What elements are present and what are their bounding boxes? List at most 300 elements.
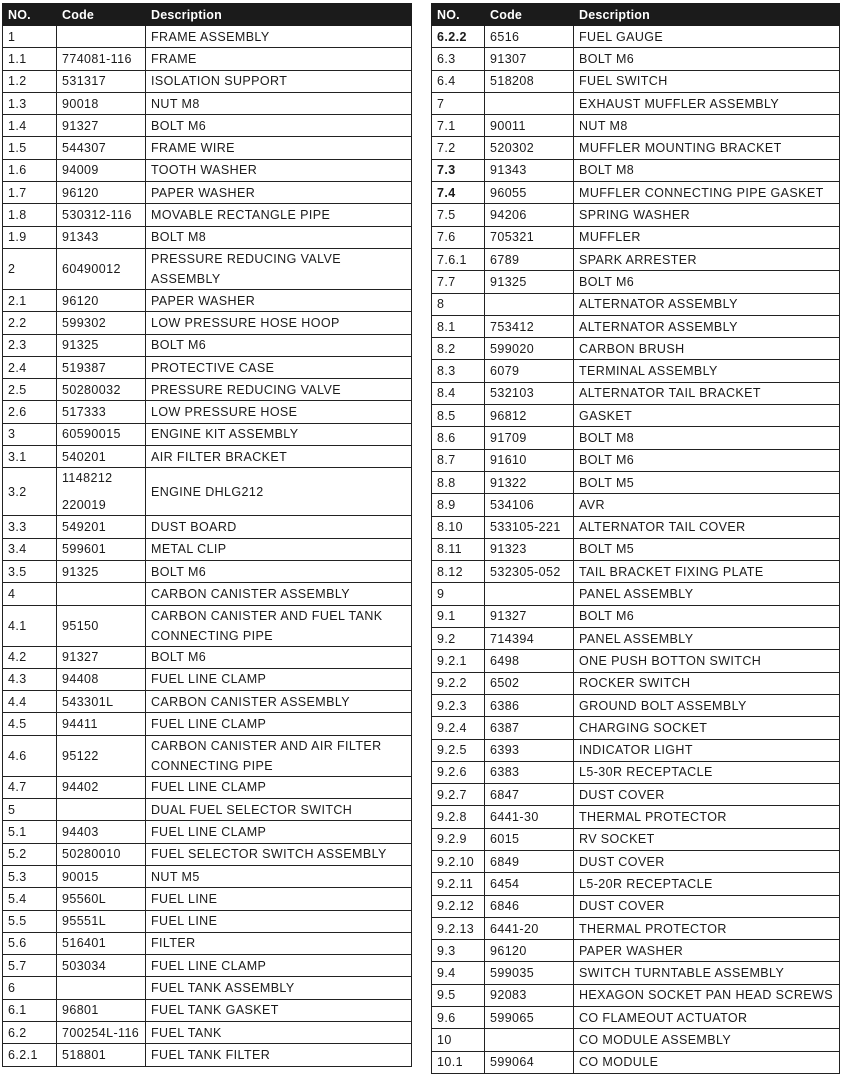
table-row — [432, 828, 840, 850]
cell-no: 7.1 — [432, 115, 485, 137]
cell-code: 94408 — [57, 668, 146, 690]
cell-description — [146, 26, 412, 48]
cell-description — [574, 382, 840, 404]
cell-description — [574, 338, 840, 360]
cell-description-line: CHARGING SOCKET — [579, 720, 708, 735]
cell-code: 599020 — [485, 338, 574, 360]
cell-description-line: GROUND BOLT ASSEMBLY — [579, 698, 747, 713]
cell-code: 503034 — [57, 955, 146, 977]
cell-description-line: MOVABLE RECTANGLE PIPE — [151, 208, 331, 223]
cell-description-line: DUST COVER — [579, 787, 665, 802]
table-row — [3, 646, 412, 668]
cell-no: 8.3 — [432, 360, 485, 382]
cell-description — [146, 48, 412, 70]
cell-no: 2.6 — [3, 401, 57, 423]
cell-no: 7.5 — [432, 204, 485, 226]
cell-no: 3.5 — [3, 560, 57, 582]
cell-code — [57, 799, 146, 821]
table-row — [432, 761, 840, 783]
cell-description-line: MUFFLER MOUNTING BRACKET — [579, 141, 782, 156]
cell-no: 4.3 — [3, 668, 57, 690]
table-row — [432, 226, 840, 248]
cell-description-line: PANEL ASSEMBLY — [579, 587, 694, 602]
cell-description-line: BOLT M5 — [579, 542, 635, 557]
cell-description — [574, 516, 840, 538]
cell-code: 91325 — [57, 560, 146, 582]
cell-description — [574, 984, 840, 1006]
cell-description-line: INDICATOR LIGHT — [579, 743, 693, 758]
table-row — [432, 182, 840, 204]
cell-no: 2.2 — [3, 312, 57, 334]
cell-description-line: BOLT M6 — [579, 609, 635, 624]
cell-description — [574, 561, 840, 583]
cell-description-line: BOLT M8 — [579, 430, 635, 445]
cell-description-line: FRAME ASSEMBLY — [151, 29, 270, 44]
cell-code: 95560L — [57, 888, 146, 910]
cell-description — [574, 471, 840, 493]
cell-code: 96801 — [57, 999, 146, 1021]
cell-description — [146, 605, 412, 646]
cell-no: 9.2.12 — [432, 895, 485, 917]
cell-description-line: CARBON CANISTER AND AIR FILTER — [151, 738, 382, 753]
table-row — [432, 917, 840, 939]
cell-code: 599065 — [485, 1007, 574, 1029]
cell-description — [574, 806, 840, 828]
cell-no: 9.2 — [432, 628, 485, 650]
cell-no: 9.2.11 — [432, 873, 485, 895]
cell-description-line: PRESSURE REDUCING VALVE — [151, 251, 342, 266]
cell-description — [146, 865, 412, 887]
cell-description-line: ISOLATION SUPPORT — [151, 74, 288, 89]
cell-code: 96120 — [485, 940, 574, 962]
cell-no: 1.6 — [3, 159, 57, 181]
table-row — [3, 379, 412, 401]
table-row — [432, 717, 840, 739]
cell-description-line: CARBON CANISTER AND FUEL TANK — [151, 608, 383, 623]
table-row — [432, 940, 840, 962]
cell-no: 6.2.1 — [3, 1044, 57, 1066]
table-row — [3, 423, 412, 445]
cell-no: 5.3 — [3, 865, 57, 887]
cell-description — [146, 468, 412, 516]
cell-code: 91343 — [57, 226, 146, 248]
cell-description-line: FUEL LINE CLAMP — [151, 780, 267, 795]
table-row — [3, 1021, 412, 1043]
cell-description-line: PROTECTIVE CASE — [151, 360, 275, 375]
cell-code: 95150 — [57, 605, 146, 646]
cell-description-line: CARBON BRUSH — [579, 341, 685, 356]
cell-no: 9.2.1 — [432, 650, 485, 672]
cell-description — [146, 137, 412, 159]
table-row — [3, 999, 412, 1021]
cell-code: 94403 — [57, 821, 146, 843]
cell-description-line: FUEL SWITCH — [579, 74, 668, 89]
cell-description-line: FUEL TANK ASSEMBLY — [151, 981, 295, 996]
cell-description-line: MUFFLER — [579, 230, 641, 245]
cell-code: 599601 — [57, 538, 146, 560]
cell-code: 90018 — [57, 92, 146, 114]
table-row — [3, 583, 412, 605]
table-row — [3, 226, 412, 248]
cell-description — [574, 650, 840, 672]
cell-no: 8.11 — [432, 538, 485, 560]
cell-no: 6.4 — [432, 70, 485, 92]
cell-code: 599302 — [57, 312, 146, 334]
cell-code: 774081-116 — [57, 48, 146, 70]
cell-no: 1.8 — [3, 204, 57, 226]
cell-no: 9.2.3 — [432, 694, 485, 716]
cell-code: 532305-052 — [485, 561, 574, 583]
cell-description — [146, 646, 412, 668]
cell-code: 90011 — [485, 115, 574, 137]
cell-description — [146, 446, 412, 468]
cell-code: 6441-30 — [485, 806, 574, 828]
cell-description — [574, 962, 840, 984]
cell-description-line: ENGINE DHLG212 — [151, 484, 264, 499]
cell-description-line: FUEL LINE — [151, 914, 218, 929]
cell-no: 4.4 — [3, 691, 57, 713]
cell-no: 7.3 — [432, 159, 485, 181]
parts-table-right — [431, 3, 840, 1074]
cell-code: 90015 — [57, 865, 146, 887]
table-row — [3, 48, 412, 70]
table-row — [3, 248, 412, 289]
cell-code: 6498 — [485, 650, 574, 672]
cell-no: 9.4 — [432, 962, 485, 984]
cell-description — [574, 739, 840, 761]
cell-code: 91323 — [485, 538, 574, 560]
cell-code — [485, 92, 574, 114]
table-row — [3, 182, 412, 204]
cell-code: 549201 — [57, 516, 146, 538]
cell-description-line: AVR — [579, 497, 605, 512]
table-row — [3, 115, 412, 137]
cell-description-line: FUEL TANK FILTER — [151, 1047, 271, 1062]
cell-description — [574, 628, 840, 650]
cell-code: 700254L-116 — [57, 1021, 146, 1043]
cell-no: 9.2.9 — [432, 828, 485, 850]
cell-no: 9.2.10 — [432, 850, 485, 872]
table-row — [432, 1051, 840, 1073]
table-row — [432, 271, 840, 293]
cell-no: 2.5 — [3, 379, 57, 401]
table-row — [432, 449, 840, 471]
cell-no: 8.4 — [432, 382, 485, 404]
cell-description-line: CONNECTING PIPE — [151, 758, 273, 773]
cell-description-line: BOLT M6 — [151, 338, 207, 353]
cell-no: 10 — [432, 1029, 485, 1051]
cell-no: 6.1 — [3, 999, 57, 1021]
cell-description — [146, 799, 412, 821]
cell-no: 9.2.13 — [432, 917, 485, 939]
cell-code: 540201 — [57, 446, 146, 468]
cell-description — [574, 538, 840, 560]
cell-description — [574, 761, 840, 783]
cell-description-line: FILTER — [151, 936, 196, 951]
cell-description — [146, 423, 412, 445]
cell-description-line: CARBON CANISTER ASSEMBLY — [151, 694, 350, 709]
cell-code — [57, 26, 146, 48]
table-row — [432, 494, 840, 516]
cell-description — [574, 315, 840, 337]
cell-no: 1 — [3, 26, 57, 48]
cell-description — [574, 605, 840, 627]
cell-description — [146, 115, 412, 137]
cell-no: 4.5 — [3, 713, 57, 735]
cell-code: 94411 — [57, 713, 146, 735]
cell-description — [146, 843, 412, 865]
cell-no: 4.1 — [3, 605, 57, 646]
cell-code: 91307 — [485, 48, 574, 70]
table-header-row — [3, 4, 412, 26]
cell-description-line: RV SOCKET — [579, 832, 655, 847]
cell-description-line: BOLT M6 — [579, 274, 635, 289]
cell-code: 6847 — [485, 784, 574, 806]
cell-code: 530312-116 — [57, 204, 146, 226]
cell-no: 1.2 — [3, 70, 57, 92]
cell-description-line: AIR FILTER BRACKET — [151, 449, 288, 464]
cell-description — [574, 159, 840, 181]
table-row — [432, 873, 840, 895]
cell-code: 6849 — [485, 850, 574, 872]
cell-no: 7.6.1 — [432, 248, 485, 270]
cell-code: 714394 — [485, 628, 574, 650]
cell-description — [574, 115, 840, 137]
cell-description — [146, 691, 412, 713]
cell-description — [146, 70, 412, 92]
cell-description — [146, 713, 412, 735]
cell-code: 753412 — [485, 315, 574, 337]
cell-description — [146, 92, 412, 114]
cell-code: 705321 — [485, 226, 574, 248]
table-row — [3, 70, 412, 92]
cell-no: 4.7 — [3, 776, 57, 798]
table-row — [3, 888, 412, 910]
parts-table-left — [2, 3, 412, 1067]
cell-description — [574, 182, 840, 204]
table-row — [432, 115, 840, 137]
cell-code: 94402 — [57, 776, 146, 798]
cell-code: 91327 — [57, 115, 146, 137]
cell-code: 91325 — [57, 334, 146, 356]
table-row — [432, 360, 840, 382]
cell-no: 8.6 — [432, 427, 485, 449]
cell-code: 519387 — [57, 356, 146, 378]
table-row — [3, 735, 412, 776]
cell-description — [146, 735, 412, 776]
cell-no: 5.2 — [3, 843, 57, 865]
cell-code: 6454 — [485, 873, 574, 895]
cell-no: 8.5 — [432, 405, 485, 427]
cell-description — [574, 583, 840, 605]
cell-code — [485, 293, 574, 315]
cell-description-line: FUEL LINE CLAMP — [151, 672, 267, 687]
table-row — [432, 338, 840, 360]
cell-description — [574, 427, 840, 449]
cell-description — [574, 917, 840, 939]
header-code: Code — [57, 4, 146, 26]
cell-code: 92083 — [485, 984, 574, 1006]
cell-description-line: CO MODULE ASSEMBLY — [579, 1033, 732, 1047]
cell-description-line: TAIL BRACKET FIXING PLATE — [579, 564, 764, 579]
cell-code: 532103 — [485, 382, 574, 404]
cell-code: 50280032 — [57, 379, 146, 401]
cell-no: 8 — [432, 293, 485, 315]
cell-code: 91325 — [485, 271, 574, 293]
cell-description — [574, 293, 840, 315]
cell-description-line: ALTERNATOR TAIL COVER — [579, 520, 746, 535]
cell-description-line: MUFFLER CONNECTING PIPE GASKET — [579, 185, 824, 200]
cell-no: 8.10 — [432, 516, 485, 538]
cell-description — [146, 1021, 412, 1043]
table-row — [3, 910, 412, 932]
cell-no: 9.2.4 — [432, 717, 485, 739]
cell-no: 5.7 — [3, 955, 57, 977]
cell-description-line: PANEL ASSEMBLY — [579, 631, 694, 646]
cell-code: 6383 — [485, 761, 574, 783]
table-row — [432, 605, 840, 627]
cell-code — [57, 468, 146, 516]
cell-code: 91709 — [485, 427, 574, 449]
cell-description — [574, 92, 840, 114]
table-row — [432, 293, 840, 315]
cell-description-line: PAPER WASHER — [579, 943, 684, 958]
table-row — [432, 204, 840, 226]
cell-code: 533105-221 — [485, 516, 574, 538]
cell-code: 95551L — [57, 910, 146, 932]
cell-code: 6516 — [485, 26, 574, 48]
cell-description-line: THERMAL PROTECTOR — [579, 810, 727, 825]
table-row — [432, 962, 840, 984]
table-row — [3, 865, 412, 887]
cell-description-line: CONNECTING PIPE — [151, 628, 273, 643]
cell-description-line: DUST BOARD — [151, 519, 237, 534]
cell-description-line: EXHAUST MUFFLER ASSEMBLY — [579, 96, 780, 111]
cell-description — [574, 784, 840, 806]
cell-description — [574, 672, 840, 694]
cell-no: 6.3 — [432, 48, 485, 70]
cell-description-line: PAPER WASHER — [151, 185, 256, 200]
cell-description — [146, 379, 412, 401]
cell-no: 1.7 — [3, 182, 57, 204]
table-row — [432, 92, 840, 114]
cell-description-line: FUEL SELECTOR SWITCH ASSEMBLY — [151, 847, 387, 862]
cell-no: 9.2.7 — [432, 784, 485, 806]
table-row — [432, 784, 840, 806]
cell-description-line: DUST COVER — [579, 854, 665, 869]
cell-description-line: FUEL TANK — [151, 1025, 222, 1040]
table-row — [3, 137, 412, 159]
cell-description-line: BOLT M6 — [579, 51, 635, 66]
cell-code: 518801 — [57, 1044, 146, 1066]
cell-code: 6393 — [485, 739, 574, 761]
cell-description — [574, 850, 840, 872]
cell-code: 599035 — [485, 962, 574, 984]
table-row — [3, 159, 412, 181]
cell-no: 3.1 — [3, 446, 57, 468]
cell-no: 2.1 — [3, 289, 57, 311]
cell-code — [485, 583, 574, 605]
cell-description-line: TERMINAL ASSEMBLY — [579, 364, 718, 379]
cell-description — [146, 910, 412, 932]
cell-description-line: ALTERNATOR ASSEMBLY — [579, 319, 738, 334]
cell-code: 94206 — [485, 204, 574, 226]
cell-no: 5 — [3, 799, 57, 821]
header-description: Description — [574, 4, 840, 26]
cell-no: 1.4 — [3, 115, 57, 137]
cell-description-line: BOLT M8 — [151, 230, 207, 245]
table-row — [432, 137, 840, 159]
cell-code: 91327 — [57, 646, 146, 668]
cell-description-line: BOLT M6 — [579, 453, 635, 468]
table-row — [432, 850, 840, 872]
cell-no: 6.2 — [3, 1021, 57, 1043]
cell-code: 543301L — [57, 691, 146, 713]
cell-no: 1.3 — [3, 92, 57, 114]
cell-description — [574, 137, 840, 159]
cell-code — [485, 1029, 574, 1051]
table-row — [432, 895, 840, 917]
cell-description — [574, 449, 840, 471]
cell-code: 520302 — [485, 137, 574, 159]
table-row — [3, 668, 412, 690]
cell-no: 9.1 — [432, 605, 485, 627]
table-row — [3, 843, 412, 865]
cell-description-line: ASSEMBLY — [151, 271, 221, 286]
cell-code: 91343 — [485, 159, 574, 181]
cell-no: 1.5 — [3, 137, 57, 159]
cell-description-line: ONE PUSH BOTTON SWITCH — [579, 653, 762, 668]
table-row — [3, 356, 412, 378]
cell-description-line: FUEL LINE CLAMP — [151, 717, 267, 732]
cell-description-line: FUEL LINE CLAMP — [151, 958, 267, 973]
cell-description-line: SPARK ARRESTER — [579, 252, 697, 267]
cell-description-line: THERMAL PROTECTOR — [579, 921, 727, 936]
cell-description — [146, 932, 412, 954]
cell-description-line: LOW PRESSURE HOSE — [151, 405, 298, 420]
header-no: NO. — [432, 4, 485, 26]
cell-description-line: NUT M5 — [151, 869, 200, 884]
cell-description-line: SPRING WASHER — [579, 208, 690, 223]
table-row — [3, 776, 412, 798]
table-row — [3, 289, 412, 311]
table-row — [432, 739, 840, 761]
cell-description — [574, 1051, 840, 1073]
cell-code: 531317 — [57, 70, 146, 92]
cell-code: 6502 — [485, 672, 574, 694]
cell-description-line: DUAL FUEL SELECTOR SWITCH — [151, 802, 353, 817]
cell-code: 6789 — [485, 248, 574, 270]
cell-description — [574, 1007, 840, 1029]
cell-no: 5.6 — [3, 932, 57, 954]
cell-no: 6.2.2 — [432, 26, 485, 48]
cell-description-line: FUEL LINE CLAMP — [151, 824, 267, 839]
table-row — [3, 468, 412, 516]
cell-description-line: METAL CLIP — [151, 542, 227, 557]
cell-no: 7.4 — [432, 182, 485, 204]
cell-no: 2 — [3, 248, 57, 289]
cell-code: 6386 — [485, 694, 574, 716]
cell-description — [146, 821, 412, 843]
cell-code: 6015 — [485, 828, 574, 850]
cell-description — [146, 312, 412, 334]
cell-no: 6 — [3, 977, 57, 999]
cell-no: 9.2.8 — [432, 806, 485, 828]
table-row — [432, 516, 840, 538]
cell-description-line: FRAME — [151, 51, 197, 66]
cell-no: 5.4 — [3, 888, 57, 910]
cell-no: 9.6 — [432, 1007, 485, 1029]
